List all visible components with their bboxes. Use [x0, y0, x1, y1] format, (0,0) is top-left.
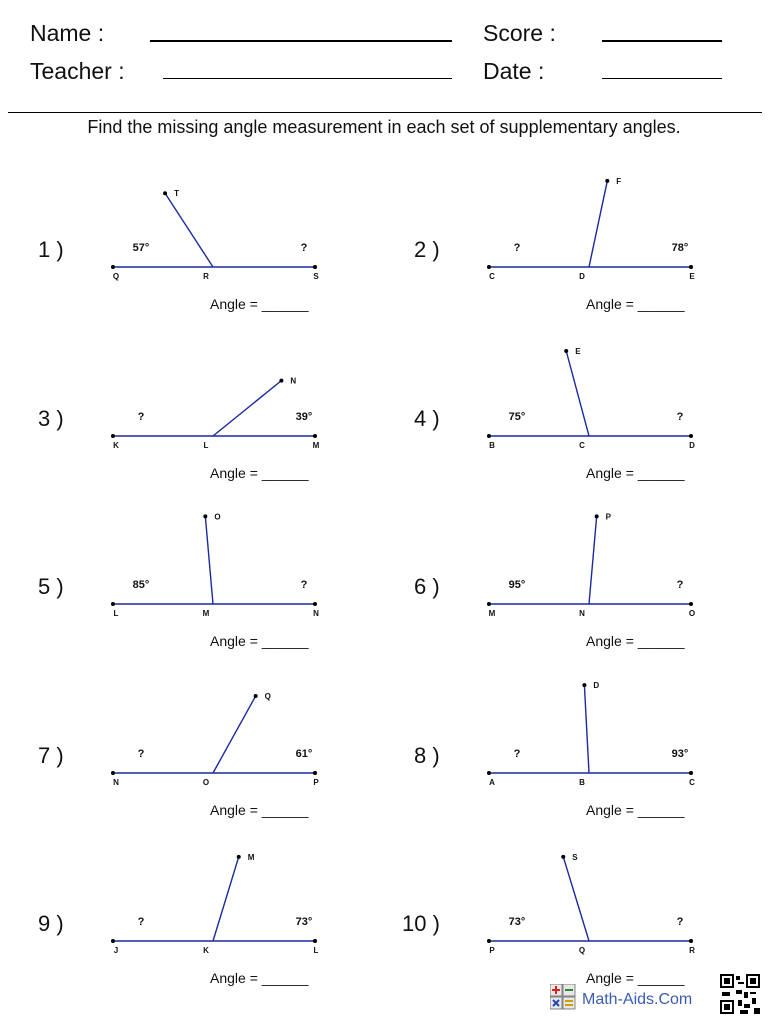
angle-left: 75° — [508, 410, 526, 423]
angle-right: 73° — [295, 916, 313, 928]
label-left: L — [113, 609, 119, 618]
problem-number: 3 ) — [38, 405, 64, 431]
point-left — [487, 602, 491, 606]
point-top — [254, 694, 258, 698]
point-right — [689, 939, 693, 943]
label-right: D — [689, 440, 695, 450]
problem-8 — [376, 674, 760, 842]
ray — [213, 380, 281, 435]
angle-left: ? — [137, 916, 145, 928]
point-left — [111, 434, 115, 438]
problem-7 — [0, 674, 384, 842]
point-left — [487, 771, 491, 775]
ray — [563, 857, 589, 941]
label-right: R — [689, 946, 695, 955]
label-right: L — [313, 946, 319, 955]
label-top: N — [290, 376, 297, 386]
teacher-field[interactable] — [163, 78, 452, 79]
angle-left: ? — [513, 242, 521, 254]
ray — [213, 857, 239, 941]
problem-1 — [0, 168, 384, 336]
point-top — [582, 683, 586, 687]
answer-field[interactable]: Angle = ______ — [586, 633, 685, 649]
header-divider — [8, 112, 762, 113]
ray — [566, 350, 589, 435]
problem-number: 10 ) — [402, 911, 440, 936]
answer-field[interactable]: Angle = ______ — [210, 464, 309, 481]
label-top: Q — [264, 691, 271, 701]
answer-field[interactable]: Angle = ______ — [210, 970, 309, 986]
ray — [165, 193, 213, 267]
point-top — [279, 378, 283, 382]
label-top: O — [214, 512, 221, 522]
point-top — [203, 514, 207, 518]
date-field[interactable] — [602, 78, 722, 79]
label-right: P — [313, 777, 319, 787]
angle-diagram — [376, 674, 760, 842]
label-top: T — [174, 189, 179, 199]
problem-number: 5 ) — [38, 574, 64, 599]
label-left: J — [113, 946, 119, 955]
name-field[interactable] — [150, 40, 452, 42]
qr-code-icon — [720, 974, 760, 1014]
label-top: F — [616, 176, 622, 186]
label-vertex: D — [579, 272, 585, 281]
label-right: M — [312, 440, 320, 450]
angle-right: 39° — [295, 410, 313, 423]
angle-right: 78° — [671, 242, 689, 254]
ray — [205, 516, 213, 604]
point-right — [313, 434, 317, 438]
point-top — [564, 348, 568, 352]
label-top: D — [593, 680, 600, 690]
angle-diagram — [0, 168, 384, 336]
label-top: P — [605, 512, 612, 522]
calculator-icon — [550, 984, 576, 1015]
label-right: E — [689, 272, 695, 281]
angle-left: 57° — [132, 242, 150, 254]
point-right — [313, 771, 317, 775]
problem-9 — [0, 842, 384, 1010]
point-left — [487, 265, 491, 269]
label-vertex: C — [579, 440, 585, 450]
label-top: M — [247, 852, 255, 862]
teacher-label: Teacher : — [30, 58, 125, 84]
angle-diagram — [376, 505, 760, 673]
label-left: N — [113, 777, 119, 787]
problem-6 — [376, 505, 760, 673]
label-vertex: O — [202, 777, 210, 787]
angle-left: 73° — [508, 916, 526, 928]
label-top: S — [572, 852, 578, 862]
ray — [213, 696, 256, 773]
answer-field[interactable]: Angle = ______ — [586, 296, 685, 312]
label-left: P — [489, 946, 495, 955]
problem-number: 2 ) — [414, 237, 440, 262]
point-right — [313, 602, 317, 606]
label-left: B — [489, 440, 495, 450]
point-top — [605, 179, 609, 183]
ray — [584, 685, 589, 773]
problem-number: 9 ) — [38, 911, 64, 936]
label-top: E — [575, 346, 581, 356]
label-right: S — [313, 272, 319, 281]
angle-left: ? — [513, 747, 521, 760]
angle-diagram — [0, 505, 384, 673]
date-label: Date : — [483, 58, 545, 84]
angle-diagram — [0, 842, 384, 1010]
angle-diagram — [0, 674, 384, 842]
point-left — [111, 602, 115, 606]
angle-right: ? — [676, 916, 684, 928]
label-right: C — [689, 777, 695, 787]
label-left: M — [488, 609, 496, 618]
label-vertex: B — [579, 777, 585, 787]
point-right — [689, 434, 693, 438]
angle-left: ? — [137, 747, 145, 760]
angle-diagram — [376, 168, 760, 336]
angle-left: 95° — [508, 579, 526, 591]
label-vertex: N — [579, 609, 585, 618]
angle-right: ? — [676, 410, 684, 423]
angle-right: ? — [300, 242, 308, 254]
problem-number: 6 ) — [414, 574, 440, 599]
instructions: Find the missing angle measurement in each set of supplementary angles. — [87, 117, 681, 137]
label-vertex: L — [203, 440, 209, 450]
angle-right: ? — [300, 579, 308, 591]
label-left: A — [489, 777, 495, 787]
point-left — [111, 939, 115, 943]
point-left — [487, 939, 491, 943]
angle-left: ? — [137, 410, 145, 423]
problem-5 — [0, 505, 384, 673]
angle-right: 61° — [295, 747, 313, 760]
answer-field[interactable]: Angle = ______ — [586, 464, 685, 481]
angle-left: 85° — [132, 579, 150, 591]
point-top — [237, 855, 241, 859]
ray — [589, 516, 597, 604]
name-label: Name : — [30, 20, 105, 46]
answer-field[interactable]: Angle = ______ — [586, 970, 685, 986]
answer-field[interactable]: Angle = ______ — [210, 801, 309, 818]
score-label: Score : — [483, 20, 556, 46]
label-right: O — [688, 609, 696, 618]
label-left: Q — [112, 272, 120, 281]
answer-field[interactable]: Angle = ______ — [210, 633, 309, 649]
angle-right: ? — [676, 579, 684, 591]
score-field[interactable] — [602, 40, 722, 42]
problem-3 — [0, 337, 384, 505]
problem-4 — [376, 337, 760, 505]
point-right — [313, 265, 317, 269]
label-vertex: Q — [578, 946, 586, 955]
point-top — [561, 855, 565, 859]
label-right: N — [313, 609, 319, 618]
point-top — [595, 514, 599, 518]
point-left — [111, 771, 115, 775]
point-right — [689, 771, 693, 775]
point-right — [689, 602, 693, 606]
label-left: C — [489, 272, 495, 281]
angle-right: 93° — [671, 747, 689, 760]
answer-field[interactable]: Angle = ______ — [210, 296, 309, 312]
point-right — [313, 939, 317, 943]
problem-number: 8 ) — [414, 742, 440, 768]
problem-number: 7 ) — [38, 742, 64, 768]
answer-field[interactable]: Angle = ______ — [586, 801, 685, 818]
problem-number: 1 ) — [38, 237, 64, 262]
brand — [550, 984, 692, 1015]
label-vertex: R — [203, 272, 209, 281]
problem-number: 4 ) — [414, 405, 440, 431]
problem-2 — [376, 168, 760, 336]
point-left — [487, 434, 491, 438]
ray — [589, 181, 607, 267]
point-top — [163, 191, 167, 195]
point-right — [689, 265, 693, 269]
label-vertex: M — [202, 609, 210, 618]
label-vertex: K — [203, 946, 209, 955]
brand-text[interactable]: Math-Aids.Com — [582, 990, 693, 1008]
label-left: K — [113, 440, 119, 450]
point-left — [111, 265, 115, 269]
angle-diagram — [376, 337, 760, 505]
angle-diagram — [0, 337, 384, 505]
